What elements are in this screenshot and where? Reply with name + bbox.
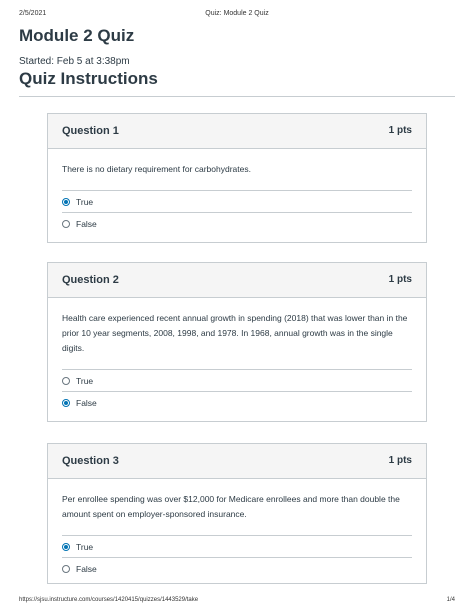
print-url: https://sjsu.instructure.com/courses/1420415/quizzes/1443529/take bbox=[19, 597, 199, 603]
answer-list bbox=[62, 369, 412, 413]
answer-true[interactable] bbox=[62, 369, 412, 391]
question-header bbox=[48, 263, 426, 298]
quiz-started-time: Started: Feb 5 at 3:38pm bbox=[19, 56, 130, 67]
answer-false[interactable] bbox=[62, 212, 412, 234]
radio-unchecked-icon[interactable] bbox=[62, 220, 70, 228]
question-points: 1 pts bbox=[388, 125, 412, 136]
answer-true[interactable] bbox=[62, 190, 412, 212]
answer-false[interactable] bbox=[62, 391, 412, 413]
answer-label: False bbox=[76, 218, 97, 229]
print-page-number: 1/4 bbox=[446, 597, 455, 603]
question-points: 1 pts bbox=[388, 274, 412, 285]
quiz-instructions-heading: Quiz Instructions bbox=[19, 69, 158, 88]
question-name: Question 1 bbox=[62, 125, 119, 137]
radio-unchecked-icon[interactable] bbox=[62, 565, 70, 573]
answer-label: False bbox=[76, 397, 97, 408]
answer-list bbox=[62, 190, 412, 234]
print-date: 2/5/2021 bbox=[19, 10, 47, 17]
question-name: Question 3 bbox=[62, 455, 119, 467]
question-body bbox=[48, 298, 426, 413]
answer-list bbox=[62, 535, 412, 579]
answer-false[interactable] bbox=[62, 557, 412, 579]
question-text: Per enrollee spending was over $12,000 for Medicare enrollees and more than double the amount spent on employer-sponsored insurance. bbox=[62, 494, 400, 519]
question-header bbox=[48, 114, 426, 149]
print-header bbox=[0, 0, 474, 20]
question-body bbox=[48, 479, 426, 579]
question-text: There is no dietary requirement for carbohydrates. bbox=[62, 164, 251, 174]
answer-true[interactable] bbox=[62, 535, 412, 557]
radio-checked-icon[interactable] bbox=[62, 543, 70, 551]
answer-label: True bbox=[76, 196, 94, 207]
question-name: Question 2 bbox=[62, 274, 119, 286]
question-3 bbox=[47, 443, 427, 584]
answer-label: False bbox=[76, 563, 97, 574]
print-title: Quiz: Module 2 Quiz bbox=[205, 10, 269, 17]
divider bbox=[19, 96, 455, 97]
radio-unchecked-icon[interactable] bbox=[62, 377, 70, 385]
answer-label: True bbox=[76, 541, 94, 552]
radio-checked-icon[interactable] bbox=[62, 198, 70, 206]
question-body bbox=[48, 149, 426, 234]
question-2 bbox=[47, 262, 427, 422]
quiz-title: Module 2 Quiz bbox=[19, 26, 135, 45]
question-text: Health care experienced recent annual growth in spending (2018) that was lower than in the prior 10 year segments, 2008, 1998, and 1978. In 1968, annual growth was in the single digits. bbox=[62, 313, 408, 353]
question-header bbox=[48, 444, 426, 479]
question-1 bbox=[47, 113, 427, 243]
question-points: 1 pts bbox=[388, 455, 412, 466]
print-footer bbox=[0, 595, 474, 609]
radio-checked-icon[interactable] bbox=[62, 399, 70, 407]
answer-label: True bbox=[76, 375, 94, 386]
